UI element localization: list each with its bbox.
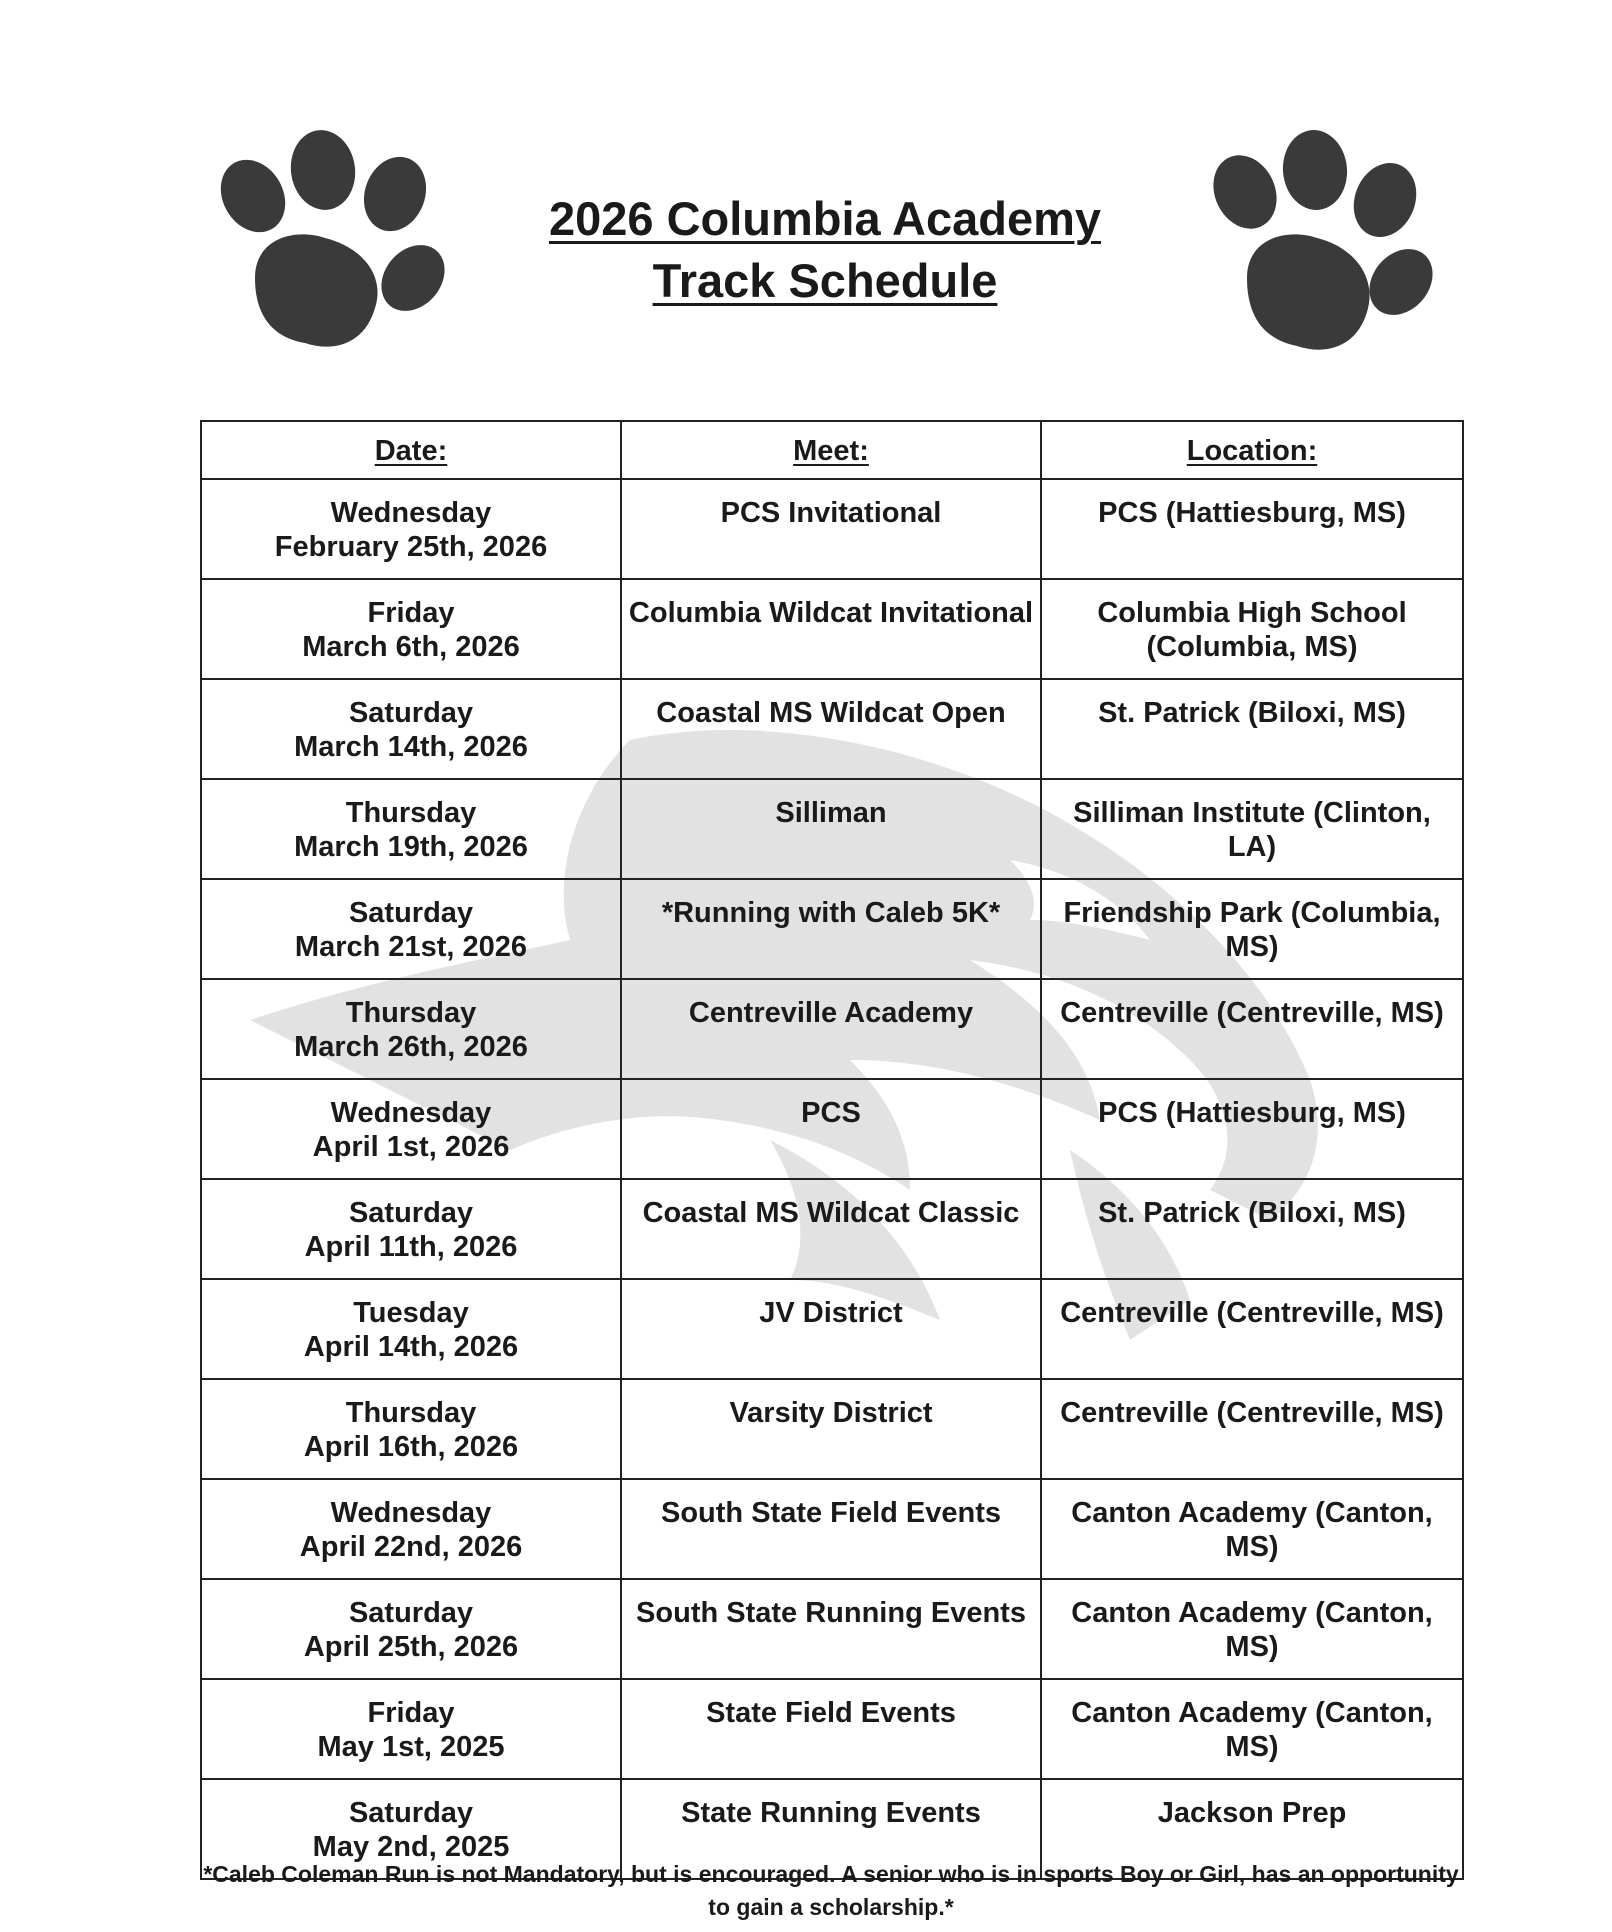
table-row: [201, 879, 1463, 979]
date-cell: [201, 979, 621, 1079]
table-row: [201, 1579, 1463, 1679]
date-cell: [201, 1479, 621, 1579]
date-value: April 14th, 2026: [303, 1331, 519, 1363]
table-row: [201, 1079, 1463, 1179]
title-line-2: Track Schedule: [652, 254, 998, 307]
schedule-table: [200, 420, 1464, 1880]
date-cell: [201, 779, 621, 879]
date-cell: [201, 679, 621, 779]
date-cell: [201, 1379, 621, 1479]
header-date-label: Date:: [374, 435, 448, 467]
date-cell: [201, 1079, 621, 1179]
date-day: Saturday: [348, 1797, 474, 1829]
meet-cell: State Field Events: [621, 1679, 1041, 1779]
date-cell: [201, 1179, 621, 1279]
table-row: [201, 479, 1463, 579]
page-title: [430, 188, 1220, 312]
date-day: Thursday: [345, 1397, 477, 1429]
date-day: Saturday: [348, 1197, 474, 1229]
date-day: Thursday: [345, 797, 477, 829]
date-day: Wednesday: [330, 1497, 492, 1529]
paw-print-icon: [215, 128, 455, 358]
meet-cell: State Running Events: [621, 1779, 1041, 1879]
location-cell: PCS (Hattiesburg, MS): [1041, 1079, 1463, 1179]
meet-cell: PCS: [621, 1079, 1041, 1179]
date-day: Saturday: [348, 897, 474, 929]
date-value: March 6th, 2026: [302, 631, 520, 663]
location-cell: PCS (Hattiesburg, MS): [1041, 479, 1463, 579]
date-day: Saturday: [348, 697, 474, 729]
meet-cell: PCS Invitational: [621, 479, 1041, 579]
location-cell: Columbia High School (Columbia, MS): [1041, 579, 1463, 679]
location-cell: Jackson Prep: [1041, 1779, 1463, 1879]
table-row: [201, 1379, 1463, 1479]
table-row: [201, 679, 1463, 779]
location-cell: Centreville (Centreville, MS): [1041, 1279, 1463, 1379]
meet-cell: Silliman: [621, 779, 1041, 879]
table-row: [201, 1679, 1463, 1779]
meet-cell: *Running with Caleb 5K*: [621, 879, 1041, 979]
date-value: April 11th, 2026: [304, 1231, 518, 1263]
date-day: Wednesday: [330, 497, 492, 529]
table-row: [201, 1179, 1463, 1279]
date-value: April 22nd, 2026: [299, 1531, 523, 1563]
meet-cell: South State Field Events: [621, 1479, 1041, 1579]
meet-cell: Columbia Wildcat Invitational: [621, 579, 1041, 679]
header-date: [201, 421, 621, 479]
meet-cell: Coastal MS Wildcat Classic: [621, 1179, 1041, 1279]
paw-print-icon: [1205, 130, 1445, 360]
header-row: [201, 421, 1463, 479]
date-day: Friday: [367, 1697, 455, 1729]
date-value: March 26th, 2026: [294, 1031, 528, 1063]
date-value: May 1st, 2025: [317, 1731, 505, 1763]
meet-cell: Coastal MS Wildcat Open: [621, 679, 1041, 779]
date-value: March 19th, 2026: [294, 831, 528, 863]
location-cell: Canton Academy (Canton, MS): [1041, 1479, 1463, 1579]
location-cell: Canton Academy (Canton, MS): [1041, 1679, 1463, 1779]
date-day: Friday: [367, 597, 455, 629]
date-day: Saturday: [348, 1597, 474, 1629]
date-day: Thursday: [345, 997, 477, 1029]
date-day: Wednesday: [330, 1097, 492, 1129]
date-cell: [201, 579, 621, 679]
table-row: [201, 1479, 1463, 1579]
date-cell: [201, 479, 621, 579]
location-cell: Centreville (Centreville, MS): [1041, 1379, 1463, 1479]
location-cell: Silliman Institute (Clinton, LA): [1041, 779, 1463, 879]
footnote: *Caleb Coleman Run is not Mandatory, but is encouraged. A senior who is in sports Boy or Girl, has an opportunity to gain a scholarship.*: [203, 1861, 1459, 1920]
meet-cell: South State Running Events: [621, 1579, 1041, 1679]
date-value: May 2nd, 2025: [312, 1831, 510, 1863]
table-row: [201, 779, 1463, 879]
location-cell: Centreville (Centreville, MS): [1041, 979, 1463, 1079]
meet-cell: Varsity District: [621, 1379, 1041, 1479]
date-cell: [201, 1579, 621, 1679]
location-cell: St. Patrick (Biloxi, MS): [1041, 679, 1463, 779]
header-meet-label: Meet:: [793, 435, 869, 467]
location-cell: St. Patrick (Biloxi, MS): [1041, 1179, 1463, 1279]
date-day: Tuesday: [353, 1297, 469, 1329]
meet-cell: JV District: [621, 1279, 1041, 1379]
header-location: [1041, 421, 1463, 479]
table-row: [201, 1279, 1463, 1379]
date-value: April 1st, 2026: [312, 1131, 510, 1163]
date-cell: [201, 879, 621, 979]
date-cell: [201, 1279, 621, 1379]
date-value: March 14th, 2026: [294, 731, 528, 763]
header-meet: [621, 421, 1041, 479]
date-value: April 16th, 2026: [303, 1431, 519, 1463]
date-value: February 25th, 2026: [274, 531, 548, 563]
table-row: [201, 579, 1463, 679]
location-cell: Friendship Park (Columbia, MS): [1041, 879, 1463, 979]
date-value: March 21st, 2026: [294, 931, 528, 963]
header-location-label: Location:: [1186, 435, 1318, 467]
title-line-1: 2026 Columbia Academy: [548, 192, 1102, 245]
date-value: April 25th, 2026: [303, 1631, 519, 1663]
meet-cell: Centreville Academy: [621, 979, 1041, 1079]
table-row: [201, 979, 1463, 1079]
date-cell: [201, 1679, 621, 1779]
location-cell: Canton Academy (Canton, MS): [1041, 1579, 1463, 1679]
